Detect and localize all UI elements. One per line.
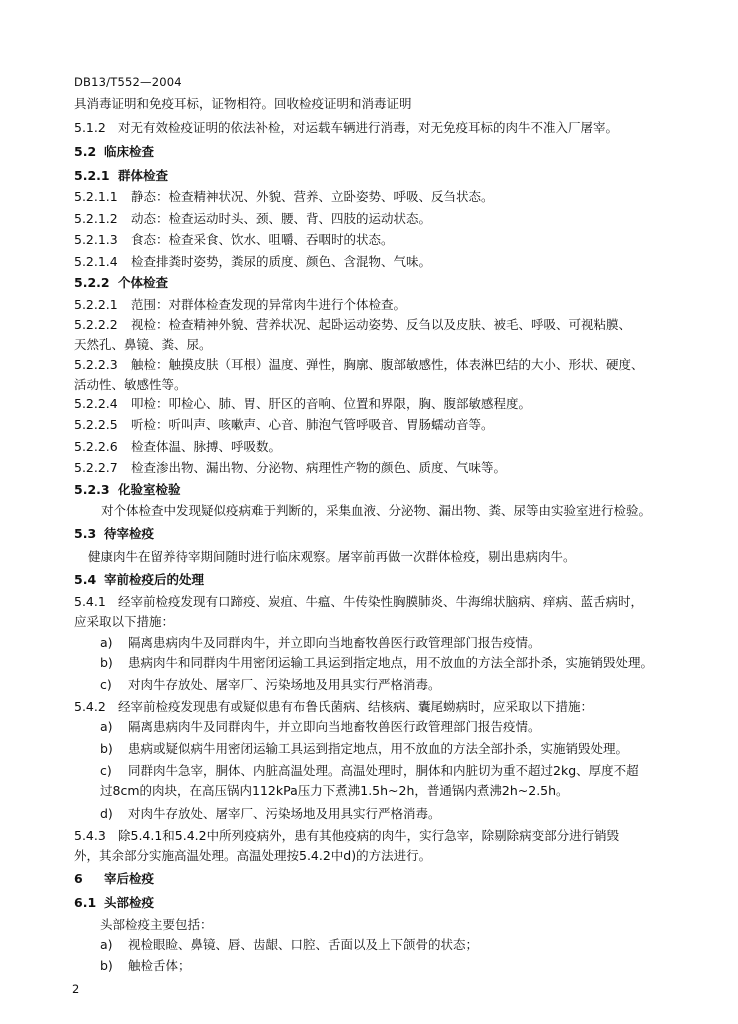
section-number: 6.1 bbox=[74, 895, 97, 910]
paragraph-line: 食态：检查采食、饮水、咀嚼、吞咽时的状态。 bbox=[131, 232, 394, 247]
paragraph-line: 具消毒证明和免疫耳标，证物相符。回收检疫证明和消毒证明 bbox=[74, 96, 412, 111]
section-heading: 宰前检疫后的处理 bbox=[104, 572, 205, 587]
paragraph-line: 外，其余部分实施高温处理。高温处理按5.4.2中d)的方法进行。 bbox=[74, 848, 432, 863]
section-number: 5.4.1 bbox=[74, 594, 106, 609]
section-number: 5.2.2.3 bbox=[74, 357, 118, 372]
section-number: 5.2 bbox=[74, 144, 97, 159]
paragraph-line: 同群肉牛急宰，胴体、内脏高温处理。高温处理时，胴体和内脏切为重不超过2kg、厚度不超 bbox=[128, 763, 639, 778]
paragraph-line: 视检：检查精神外貌、营养状况、起卧运动姿势、反刍以及皮肤、被毛、呼吸、可视粘膜、 bbox=[131, 317, 632, 332]
section-number: 6 bbox=[74, 871, 83, 886]
paragraph-line: 患病肉牛和同群肉牛用密闭运输工具运到指定地点，用不放血的方法全部扑杀，实施销毁处理。 bbox=[128, 655, 654, 670]
paragraph-line: 对个体检查中发现疑似疫病难于判断的，采集血液、分泌物、漏出物、粪、尿等由实验室进行检验。 bbox=[101, 503, 652, 518]
paragraph-line: 隔离患病肉牛及同群肉牛，并立即向当地畜牧兽医行政管理部门报告疫情。 bbox=[128, 719, 541, 734]
section-number: 5.4 bbox=[74, 572, 97, 587]
paragraph-line: 动态：检查运动时头、颈、腰、背、四肢的运动状态。 bbox=[131, 211, 432, 226]
section-number: 5.1.2 bbox=[74, 120, 106, 135]
paragraph-line: 触检舌体； bbox=[128, 958, 191, 973]
section-number: 5.2.1 bbox=[74, 168, 110, 183]
section-number: b) bbox=[100, 741, 113, 756]
page-number: 2 bbox=[72, 982, 80, 996]
section-number: 5.2.2.4 bbox=[74, 396, 118, 411]
section-number: 5.2.1.1 bbox=[74, 189, 118, 204]
paragraph-line: 健康肉牛在留养待宰期间随时进行临床观察。屠宰前再做一次群体检疫，剔出患病肉牛。 bbox=[88, 549, 576, 564]
paragraph-line: 对肉牛存放处、屠宰厂、污染场地及用具实行严格消毒。 bbox=[128, 677, 441, 692]
section-heading: 待宰检疫 bbox=[104, 526, 155, 541]
section-number: a) bbox=[100, 719, 113, 734]
paragraph-line: 天然孔、鼻镜、粪、尿。 bbox=[74, 337, 212, 352]
paragraph-line: 对肉牛存放处、屠宰厂、污染场地及用具实行严格消毒。 bbox=[128, 806, 441, 821]
section-number: c) bbox=[100, 677, 112, 692]
section-number: 5.2.3 bbox=[74, 482, 110, 497]
section-number: d) bbox=[100, 806, 113, 821]
section-number: b) bbox=[100, 655, 113, 670]
section-number: 5.3 bbox=[74, 526, 97, 541]
section-number: b) bbox=[100, 958, 113, 973]
paragraph-line: 叩检：叩检心、肺、胃、肝区的音响、位置和界限，胸、腹部敏感程度。 bbox=[131, 396, 532, 411]
section-heading: 临床检查 bbox=[104, 144, 155, 159]
section-heading: 化验室检验 bbox=[118, 482, 181, 497]
paragraph-line: 检查体温、脉搏、呼吸数。 bbox=[131, 439, 282, 454]
paragraph-line: 静态：检查精神状况、外貌、营养、立卧姿势、呼吸、反刍状态。 bbox=[131, 189, 494, 204]
paragraph-line: 除5.4.1和5.4.2中所列疫病外，患有其他疫病的肉牛，实行急宰，除剔除病变部分进行销毁 bbox=[118, 828, 620, 843]
paragraph-line: 视检眼睑、鼻镜、唇、齿龈、口腔、舌面以及上下颌骨的状态； bbox=[128, 937, 479, 952]
paragraph-line: 经宰前检疫发现患有或疑似患有布鲁氏菌病、结核病、囊尾蚴病时，应采取以下措施： bbox=[118, 699, 594, 714]
section-number: 5.2.2.2 bbox=[74, 317, 118, 332]
section-number: a) bbox=[100, 937, 113, 952]
section-number: 5.2.2 bbox=[74, 275, 110, 290]
paragraph-line: 患病或疑似病牛用密闭运输工具运到指定地点，用不放血的方法全部扑杀，实施销毁处理。 bbox=[128, 741, 629, 756]
section-number: 5.2.2.1 bbox=[74, 297, 118, 312]
section-number: 5.2.2.6 bbox=[74, 439, 118, 454]
paragraph-line: 头部检疫主要包括： bbox=[100, 917, 213, 932]
paragraph-line: 经宰前检疫发现有口蹄疫、炭疽、牛瘟、牛传染性胸膜肺炎、牛海绵状脑病、痒病、蓝舌病时， bbox=[118, 594, 644, 609]
paragraph-line: 过8cm的肉块，在高压锅内112kPa压力下煮沸1.5h~2h，普通锅内煮沸2h~2.5h。 bbox=[100, 783, 569, 798]
section-number: 5.2.1.4 bbox=[74, 254, 118, 269]
section-number: a) bbox=[100, 635, 113, 650]
section-heading: 群体检查 bbox=[118, 168, 169, 183]
paragraph-line: 活动性、敏感性等。 bbox=[74, 377, 187, 392]
section-heading: 宰后检疫 bbox=[104, 871, 155, 886]
paragraph-line: 触检：触摸皮肤（耳根）温度、弹性，胸廓、腹部敏感性，体表淋巴结的大小、形状、硬度、 bbox=[131, 357, 644, 372]
paragraph-line: 对无有效检疫证明的依法补检，对运载车辆进行消毒，对无免疫耳标的肉牛不准入厂屠宰。 bbox=[118, 120, 619, 135]
section-number: 5.2.1.3 bbox=[74, 232, 118, 247]
section-number: 5.4.2 bbox=[74, 699, 106, 714]
paragraph-line: 隔离患病肉牛及同群肉牛，并立即向当地畜牧兽医行政管理部门报告疫情。 bbox=[128, 635, 541, 650]
section-number: 5.4.3 bbox=[74, 828, 106, 843]
paragraph-line: 检查渗出物、漏出物、分泌物、病理性产物的颜色、质度、气味等。 bbox=[131, 460, 507, 475]
paragraph-line: 检查排粪时姿势，粪尿的质度、颜色、含混物、气味。 bbox=[131, 254, 432, 269]
section-number: 5.2.2.5 bbox=[74, 417, 118, 432]
section-number: c) bbox=[100, 763, 112, 778]
section-heading: 个体检查 bbox=[118, 275, 169, 290]
section-number: 5.2.1.2 bbox=[74, 211, 118, 226]
section-heading: 头部检疫 bbox=[104, 895, 155, 910]
document-code: DB13/T552—2004 bbox=[74, 75, 182, 89]
paragraph-line: 应采取以下措施： bbox=[74, 614, 175, 629]
paragraph-line: 听检：听叫声、咳嗽声、心音、肺泡气管呼吸音、胃肠蠕动音等。 bbox=[131, 417, 494, 432]
paragraph-line: 范围：对群体检查发现的异常肉牛进行个体检查。 bbox=[131, 297, 407, 312]
section-number: 5.2.2.7 bbox=[74, 460, 118, 475]
